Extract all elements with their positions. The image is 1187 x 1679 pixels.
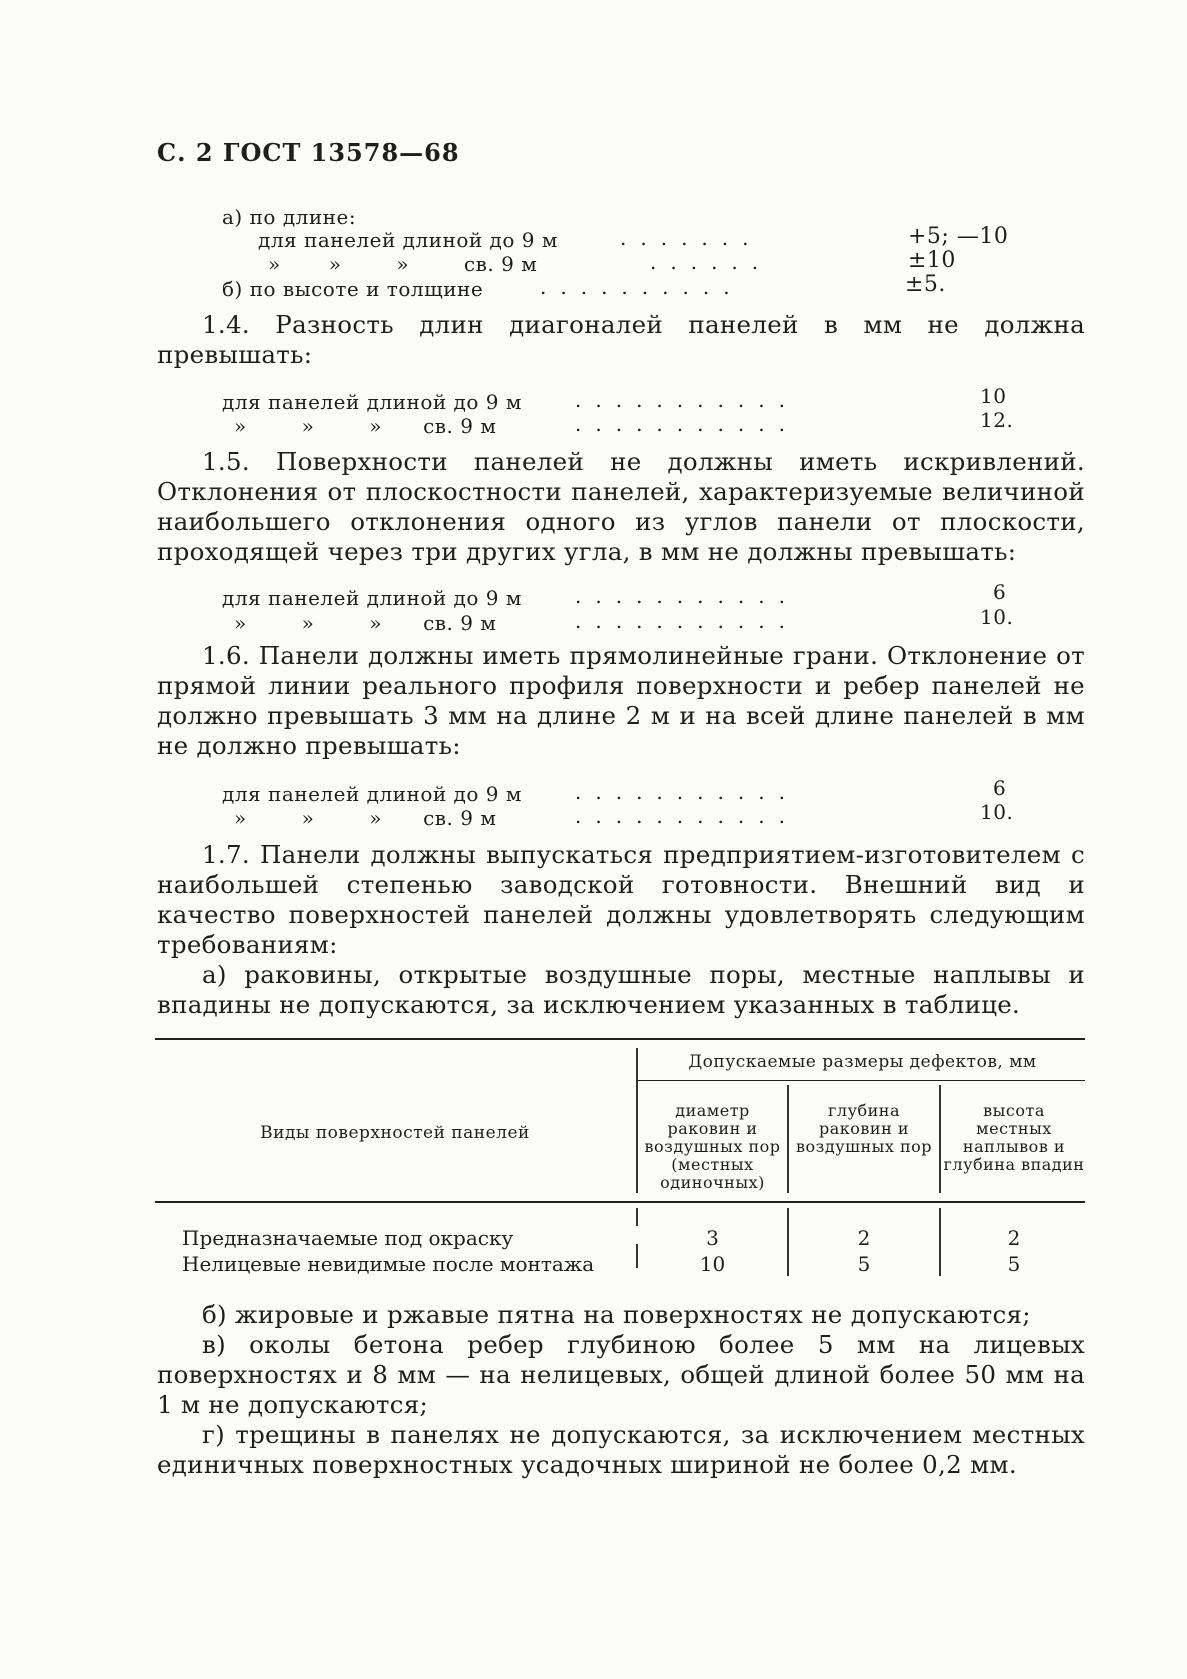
table-cell: 10 <box>699 1252 726 1276</box>
tolerance-b-value: ±5. <box>905 272 946 297</box>
p16-row2-label: » » » св. 9 м <box>234 806 497 830</box>
table-divider <box>939 1085 941 1193</box>
p16-row1-label: для панелей длиной до 9 м <box>222 782 522 806</box>
tolerance-b-label: б) по высоте и толщине <box>222 277 484 301</box>
leader-dots: ........... <box>575 609 799 633</box>
paragraph-1-4: 1.4. Разность длин диагоналей панелей в мм не должна превышать: <box>157 310 1085 369</box>
leader-dots: ....... <box>620 226 763 250</box>
table-divider <box>636 1208 638 1226</box>
item-g: г) трещины в панелях не допускаются, за исключением местных единичных поверхностных усадочных шириной не более 0,2 мм. <box>157 1420 1085 1479</box>
p14-row1-label: для панелей длиной до 9 м <box>222 390 522 414</box>
table-cell: 3 <box>706 1226 719 1250</box>
col-surface-type-header: Виды поверхностей панелей <box>260 1123 530 1143</box>
table-divider <box>939 1208 941 1276</box>
col-diameter-header: диаметр раковин и воздушных пор (местных одиночных) <box>644 1101 781 1192</box>
col-group-header: Допускаемые размеры дефектов, мм <box>688 1052 1037 1072</box>
tolerance-a1-label: для панелей длиной до 9 м <box>258 228 558 252</box>
tolerance-a2-value: ±10 <box>908 248 956 273</box>
item-b: б) жировые и ржавые пятна на поверхностях не допускаются; <box>202 1300 1031 1329</box>
p15-row1-label: для панелей длиной до 9 м <box>222 586 522 610</box>
table-divider <box>787 1208 789 1276</box>
tolerance-a-label: а) по длине: <box>222 205 357 229</box>
paragraph-1-6: 1.6. Панели должны иметь прямолинейные грани. Отклонение от прямой линии реального профиля поверхности и ребер панелей не должно превышать 3 мм на длине 2 м и на всей длине панелей в мм не должно превышать: <box>157 641 1085 760</box>
col-height-header: высота местных наплывов и глубина впадин <box>943 1101 1085 1174</box>
leader-dots: ........... <box>575 584 799 608</box>
page-header: С. 2 ГОСТ 13578—68 <box>157 138 460 167</box>
paragraph-1-7-a: а) раковины, открытые воздушные поры, местные наплывы и впадины не допускаются, за исключением указанных в таблице. <box>157 960 1085 1019</box>
leader-dots: ........... <box>575 412 799 436</box>
p16-row1-value: 6 <box>993 776 1007 800</box>
table-divider <box>787 1085 789 1193</box>
tolerance-a2-label: » » » св. 9 м <box>268 252 538 276</box>
paragraph-1-5: 1.5. Поверхности панелей не должны иметь искривлений. Отклонения от плоскостности панелей, характеризуемые величиной наибольшего отклонения одного из углов панели от плоскости, проходящей через три других угла, в мм не должны превышать: <box>157 447 1085 566</box>
table-header-rule <box>155 1201 1085 1203</box>
table-top-rule <box>155 1038 1085 1040</box>
item-v: в) околы бетона ребер глубиною более 5 мм на лицевых поверхностях и 8 мм — на нелицевых, общей длиной более 50 мм на 1 м не допускаются; <box>157 1330 1085 1419</box>
p14-row1-value: 10 <box>980 384 1007 408</box>
table-group-rule <box>636 1080 1085 1081</box>
table-cell: 5 <box>1007 1252 1021 1276</box>
leader-dots: ........... <box>575 804 799 828</box>
table-row-name: Предназначаемые под окраску <box>182 1226 514 1250</box>
leader-dots: ........... <box>575 388 799 412</box>
table-cell: 2 <box>1007 1226 1021 1250</box>
leader-dots: ...... <box>650 250 773 274</box>
leader-dots: .......... <box>540 275 744 299</box>
p16-row2-value: 10. <box>980 800 1014 824</box>
table-divider <box>636 1048 638 1193</box>
table-cell: 2 <box>857 1226 871 1250</box>
p15-row2-label: » » » св. 9 м <box>234 611 497 635</box>
table-divider <box>636 1244 638 1268</box>
p15-row2-value: 10. <box>980 605 1014 629</box>
p14-row2-value: 12. <box>980 408 1014 432</box>
paragraph-1-7: 1.7. Панели должны выпускаться предприятием-изготовителем с наибольшей степенью заводской готовности. Внешний вид и качество поверхностей панелей должны удовлетворять следующим требованиям: <box>157 840 1085 959</box>
leader-dots: ........... <box>575 780 799 804</box>
table-row-name: Нелицевые невидимые после монтажа <box>182 1252 595 1276</box>
p14-row2-label: » » » св. 9 м <box>234 414 497 438</box>
table-cell: 5 <box>857 1252 871 1276</box>
p15-row1-value: 6 <box>993 580 1007 604</box>
tolerance-a1-value: +5; —10 <box>908 224 1009 249</box>
col-depth-header: глубина раковин и воздушных пор <box>795 1101 933 1156</box>
